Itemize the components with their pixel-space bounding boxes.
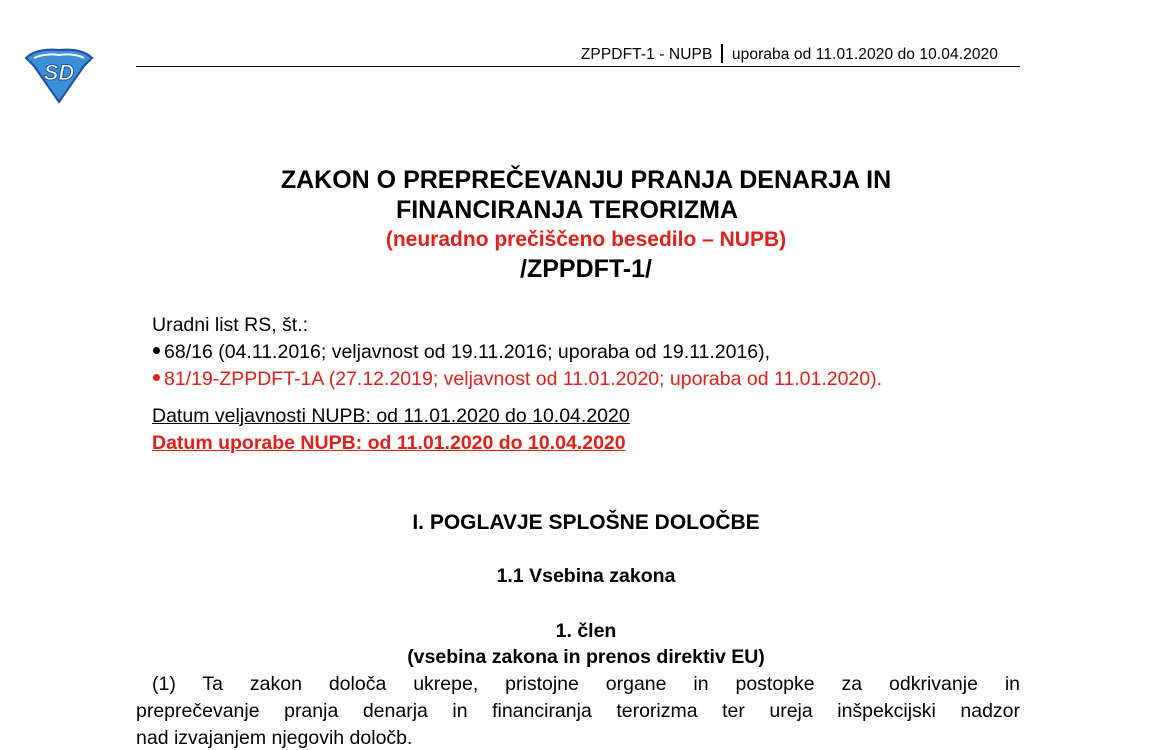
gazette-entry-text: 68/16 (04.11.2016; veljavnost od 19.11.2016; uporaba od 19.11.2016), bbox=[164, 341, 771, 363]
logo bbox=[22, 44, 96, 104]
article-paragraph-line: nad izvajanjem njegovih določb. bbox=[136, 727, 413, 749]
page-header bbox=[136, 44, 1020, 67]
header-text bbox=[581, 44, 998, 64]
header-separator bbox=[721, 44, 723, 63]
law-title-line2: FINANCIRANJA TERORIZMA bbox=[395, 196, 739, 224]
chapter-heading: I. POGLAVJE SPLOŠNE DOLOČBE bbox=[412, 511, 760, 534]
bullet-icon bbox=[153, 347, 160, 354]
section-heading: 1.1 Vsebina zakona bbox=[496, 565, 676, 587]
article-paragraph-line: preprečevanje pranja denarja in financiranja terorizma ter ureja inšpekcijski nadzor bbox=[136, 700, 1020, 722]
gazette-label: Uradni list RS, št.: bbox=[152, 314, 309, 336]
svg-text:SD: SD bbox=[43, 60, 75, 85]
bullet-icon bbox=[153, 374, 160, 381]
law-title-line1: ZAKON O PREPREČEVANJU PRANJA DENARJA IN bbox=[280, 166, 892, 194]
use-date: Datum uporabe NUPB: od 11.01.2020 do 10.04.2020 bbox=[152, 432, 626, 454]
gazette-entry-text: 81/19-ZPPDFT-1A (27.12.2019; veljavnost od 11.01.2020; uporaba od 11.01.2020). bbox=[164, 368, 883, 390]
law-abbreviation: /ZPPDFT-1/ bbox=[520, 255, 652, 283]
gazette-entry bbox=[152, 341, 770, 364]
doc-code: ZPPDFT-1 - NUPB bbox=[580, 46, 713, 63]
sd-shield-logo-icon bbox=[22, 44, 96, 104]
validity-date: Datum veljavnosti NUPB: od 11.01.2020 do 10.04.2020 bbox=[152, 405, 630, 427]
law-subtitle: (neuradno prečiščeno besedilo – NUPB) bbox=[385, 228, 787, 251]
article-number: 1. člen bbox=[555, 620, 617, 642]
applicability-range: uporaba od 11.01.2020 do 10.04.2020 bbox=[731, 46, 998, 63]
article-title: (vsebina zakona in prenos direktiv EU) bbox=[407, 646, 765, 668]
article-paragraph-line: (1) Ta zakon določa ukrepe, pristojne organe in postopke za odkrivanje in bbox=[152, 673, 1020, 695]
gazette-entry bbox=[152, 368, 882, 391]
